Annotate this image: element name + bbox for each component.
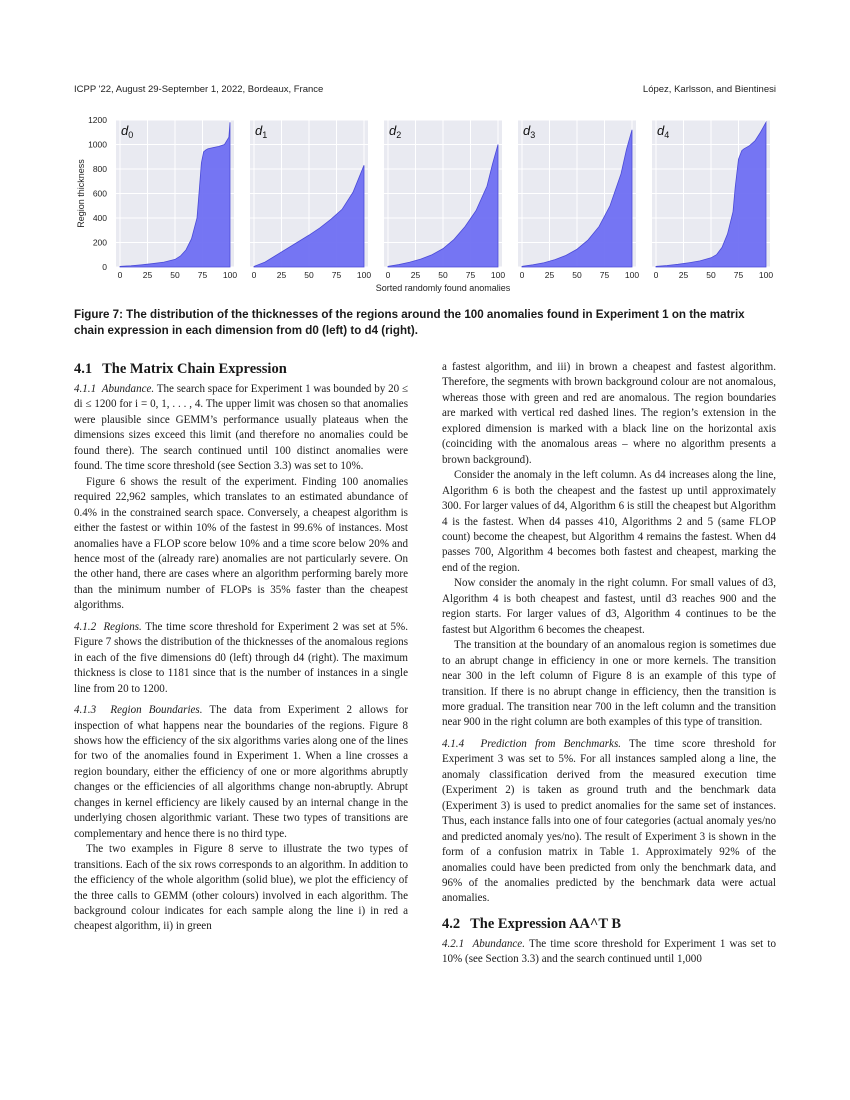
panel-label-base: d bbox=[255, 123, 263, 138]
y-tick-label: 1000 bbox=[88, 139, 107, 150]
panel-label-subscript: 1 bbox=[262, 130, 268, 140]
paragraph-examples: The two examples in Figure 8 serve to illustrate the two types of transitions. Each of the six rows corresponds to an algorithm. In addition to the efficiency of the whole algorithm (solid blue), we plot the efficiency of the three calls to GEMM (other colours) involved in each algorithm. The background colour indicates for each sample along the line i) in red a cheapest algorithm, ii) in green bbox=[74, 843, 408, 933]
x-tick-label: 0 bbox=[251, 270, 257, 280]
paragraph-region-boundaries bbox=[74, 703, 408, 842]
panel-label-subscript: 2 bbox=[396, 130, 402, 140]
panel-label-subscript: 4 bbox=[664, 130, 670, 140]
section-title: The Matrix Chain Expression bbox=[102, 361, 287, 377]
x-tick-label: 0 bbox=[653, 270, 659, 280]
x-tick-label: 25 bbox=[410, 270, 421, 280]
section-heading-4-1 bbox=[74, 360, 408, 378]
x-tick-label: 100 bbox=[222, 270, 238, 280]
running-header-venue: ICPP '22, August 29-September 1, 2022, Bordeaux, France bbox=[74, 84, 324, 95]
paragraph-transition: The transition at the boundary of an anomalous region is sometimes due to an abrupt change in efficiency in one or more kernels. The transition near 300 in the left column of Figure 8 is an example of this type of transition. If there is no abrupt change in efficiency, then the transition is more gradual. The transition near 700 in the left column and the transition near 900 in the right column are both examples of this type of transition. bbox=[442, 639, 776, 729]
x-tick-label: 25 bbox=[678, 270, 689, 280]
paragraph-body: The search space for Experiment 1 was bounded by 20 ≤ di ≤ 1200 for i = 0, 1, . . . , 4. The upper limit was chosen so that anomalies were plausible since GEMM’s performance usually plateaus when the dimensions sizes exceed this limit (and therefore no anomalies could be found there). The search continued until 100 distinct anomalies were found. The time score threshold (see Section 3.3) was set to 10%. bbox=[74, 383, 409, 473]
paragraph-body: The time score threshold for Experiment 3 was set to 5%. For all instances sampled along a line, the anomaly classification derived from the measured execution time (Experiment 2) is taken as ground truth and the benchmark data (Experiment 3) is used to predict anomalies for the same set of instances. Thus, each instance falls into one of four categories (actual anomaly yes/no and predicted anomaly yes/no). The result of Experiment 3 is shown in the form of a confusion matrix in Table 1. Approximately 92% of the anomalies could have been predicted from only the benchmark data, and 96% of the anomalies predicted by the benchmark data were actual anomalies. bbox=[442, 737, 776, 905]
y-tick-label: 600 bbox=[92, 188, 107, 199]
paragraph-body: The time score threshold for Experiment 1 was set to 10% (see Section 3.3) and the search continued until 1,000 bbox=[442, 937, 777, 966]
subsection-number: 4.1.1 bbox=[74, 383, 97, 395]
right-column bbox=[442, 360, 776, 968]
x-tick-label: 100 bbox=[758, 270, 774, 280]
paragraph-regions bbox=[74, 620, 408, 697]
paragraph-abundance bbox=[74, 382, 408, 475]
panel-label-base: d bbox=[121, 123, 129, 138]
x-tick-label: 75 bbox=[465, 270, 476, 280]
x-tick-label: 0 bbox=[519, 270, 525, 280]
panel-label-base: d bbox=[657, 123, 665, 138]
paragraph-left-anomaly: Consider the anomaly in the left column. As d4 increases along the line, Algorithm 6 is both the cheapest and the fastest up until approximately 300. For larger values of d4, Algorithm 6 is still the cheapest but Algorithm 4 is the fastest. When d4 passes 410, Algorithms 2 and 5 (same FLOP count) become the cheapest, but Algorithm 4 remains the fastest. When d4 passes 700, Algorithm 4 becomes both fastest and cheapest, marking the end of the region. bbox=[442, 469, 776, 574]
panel-label-base: d bbox=[523, 123, 531, 138]
subsection-title: Abundance. bbox=[472, 937, 525, 950]
y-tick-label: 400 bbox=[92, 213, 107, 223]
panel-label-subscript: 3 bbox=[530, 130, 536, 140]
y-tick-label: 1200 bbox=[88, 115, 107, 125]
y-tick-label: 200 bbox=[92, 237, 107, 248]
y-tick-label: 800 bbox=[92, 164, 107, 174]
paragraph-continued: a fastest algorithm, and iii) in brown a cheapest and fastest algorithm. Therefore, the segments with brown background colour are not anomalous, whereas those with green and red are anomalous. The region boundaries are marked with vertical red dashed lines. The region’s extension in the explored dimension is marked with a black line on the horizontal axis (coinciding with the anomalous areas – where no algorithm presents a brown background). bbox=[442, 361, 776, 466]
y-axis-label: Region thickness bbox=[76, 159, 86, 228]
x-tick-label: 25 bbox=[544, 270, 555, 280]
subsection-number: 4.1.4 bbox=[442, 737, 465, 750]
panel-label-base: d bbox=[389, 123, 397, 138]
subsection-title: Abundance. bbox=[101, 383, 155, 395]
paragraph-figure6: Figure 6 shows the result of the experiment. Finding 100 anomalies required 22,962 samples, which translates to an estimated abundance of 0.4% in the constrained search space. Conversely, a cheapest algorithm is either the fastest or within 10% of the fastest in 99.6% of instances. Most anomalies have a FLOP score below 10% and a time score below 20% and hence most of the (already rare) anomalies are not particularly severe. On the other hand, there are cases where an algorithm performing barely more than the minimum number of FLOPs is 35% faster than the cheapest algorithms. bbox=[74, 475, 408, 612]
x-tick-label: 25 bbox=[276, 270, 287, 280]
paragraph-abundance-2 bbox=[442, 937, 776, 968]
section-title: The Expression AA^T B bbox=[470, 915, 622, 932]
x-tick-label: 50 bbox=[304, 270, 314, 280]
x-tick-label: 0 bbox=[385, 270, 391, 280]
y-tick-label: 0 bbox=[102, 262, 107, 272]
paragraph-right-anomaly: Now consider the anomaly in the right column. For small values of d3, Algorithm 4 is both cheapest and fastest, until d3 reaches 900 and the region starts. For larger values of d3, Algorithm 4 continues to be the fastest but Algorithm 6 becomes the cheapest. bbox=[442, 577, 776, 636]
x-tick-label: 75 bbox=[331, 270, 342, 280]
x-tick-label: 50 bbox=[706, 270, 716, 280]
panel-label-subscript: 0 bbox=[128, 130, 134, 140]
x-tick-label: 100 bbox=[624, 270, 640, 280]
section-number: 4.2 bbox=[442, 915, 461, 932]
x-tick-label: 25 bbox=[142, 270, 153, 280]
paragraph-body: The time score threshold for Experiment 2 was set at 5%. Figure 7 shows the distribution of the thicknesses of the anomalous regions in each of the five dimensions d0 (left) through d4 (right). The maximum thickness is close to 1181 since that is the number of instances in a single line from 20 to 1200. bbox=[74, 620, 408, 695]
x-tick-label: 75 bbox=[197, 270, 208, 280]
subsection-number: 4.2.1 bbox=[442, 937, 465, 950]
figure-7-caption: Figure 7: The distribution of the thicknesses of the regions around the 100 anomalies found in Experiment 1 on the matrix chain expression in each dimension from d0 (left) to d4 (right). bbox=[74, 308, 745, 337]
x-tick-label: 0 bbox=[117, 270, 123, 280]
left-column bbox=[74, 360, 408, 935]
x-tick-label: 75 bbox=[733, 270, 744, 280]
x-tick-label: 50 bbox=[438, 270, 448, 280]
section-number: 4.1 bbox=[74, 361, 93, 377]
subsection-title: Prediction from Benchmarks. bbox=[480, 737, 622, 750]
x-tick-label: 75 bbox=[599, 270, 610, 280]
x-tick-label: 50 bbox=[572, 270, 582, 280]
paragraph-body: The data from Experiment 2 allows for inspection of what happens near the boundaries of the regions. Figure 8 shows how the efficiency of the six algorithms varies along one of the lines for two of the anomalies found in Experiment 1. When a line crosses a region boundary, either the efficiency of one or more algorithms abruptly changes or the efficiencies of all algorithms change non-abruptly. Abrupt changes in kernel efficiency are likely caused by an internal change in the underlying chosen algorithmic variant. These two types of transitions are complementary and hence there is no third type. bbox=[74, 704, 409, 840]
section-heading-4-2 bbox=[442, 915, 776, 933]
x-axis-label: Sorted randomly found anomalies bbox=[375, 283, 511, 293]
x-tick-label: 100 bbox=[490, 270, 506, 280]
subsection-title: Regions. bbox=[103, 620, 142, 633]
running-header-authors: López, Karlsson, and Bientinesi bbox=[642, 84, 776, 95]
subsection-title: Region Boundaries. bbox=[110, 704, 203, 717]
x-tick-label: 50 bbox=[170, 270, 180, 280]
subsection-number: 4.1.2 bbox=[74, 620, 97, 633]
figure-7-chart bbox=[72, 112, 782, 298]
subsection-number: 4.1.3 bbox=[74, 704, 97, 717]
paragraph-prediction bbox=[442, 737, 776, 907]
x-tick-label: 100 bbox=[356, 270, 372, 280]
